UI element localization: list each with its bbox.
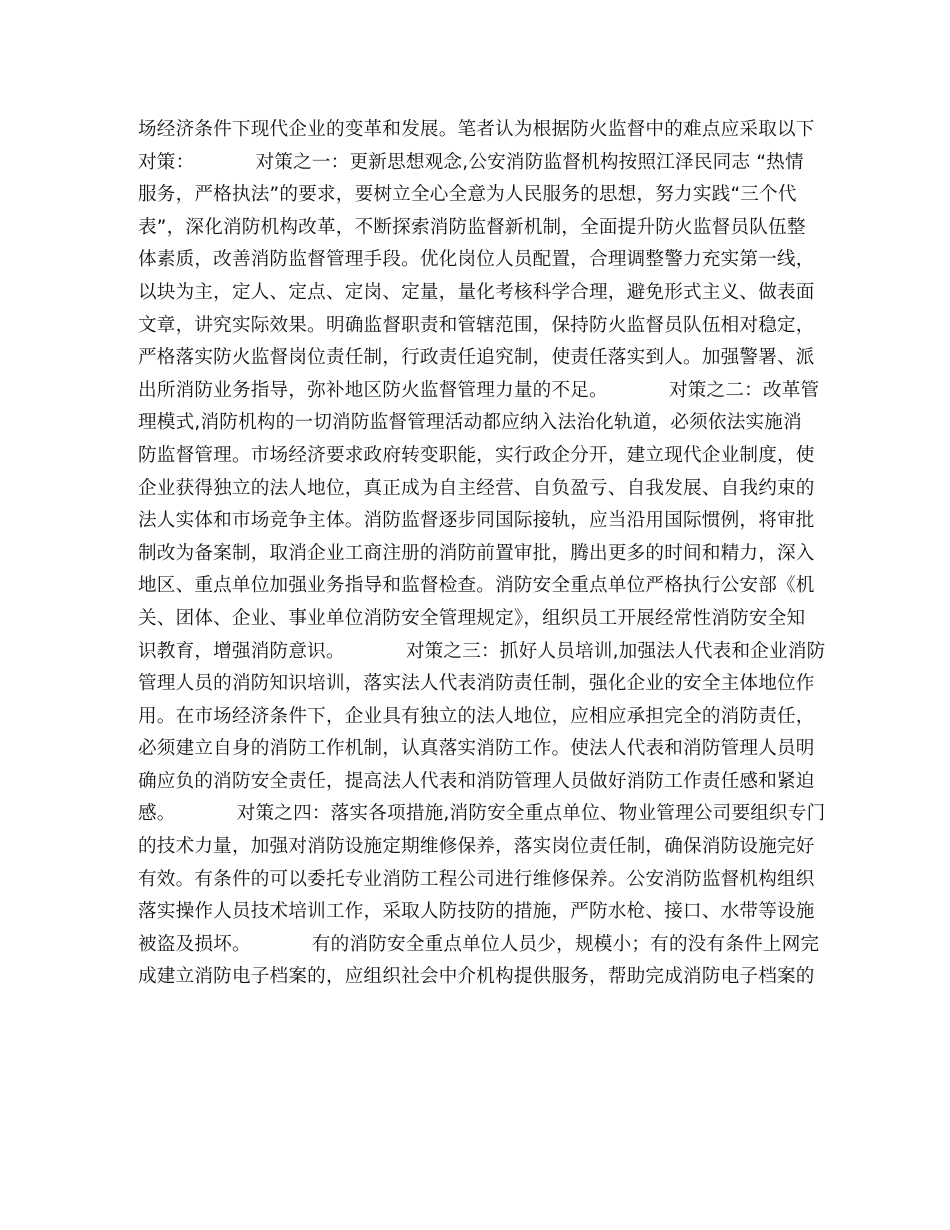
text-line: 企业获得独立的法人地位，真正成为自主经营、自负盈亏、自我发展、自我约束的: [138, 477, 815, 499]
text-line: 必须建立自身的消防工作机制，认真落实消防工作。使法人代表和消防管理人员明: [138, 738, 815, 760]
text-line: 制改为备案制，取消企业工商注册的消防前置审批，腾出更多的时间和精力，深入: [138, 542, 815, 564]
body-text: [138, 114, 826, 994]
text-line: 服务，严格执法”的要求，要树立全心全意为人民服务的思想，努力实践“三个代: [138, 184, 797, 206]
text-line: 体素质，改善消防监督管理手段。优化岗位人员配置，合理调整警力充实第一线，: [138, 249, 815, 271]
text-line: 法人实体和市场竞争主体。消防监督逐步同国际接轨，应当沿用国际惯例，将审批: [138, 510, 815, 532]
text-line: 防监督管理。市场经济要求政府转变职能，实行政企分开，建立现代企业制度，使: [138, 444, 815, 466]
text-line: 的技术力量，加强对消防设施定期维修保养，落实岗位责任制，确保消防设施完好: [138, 836, 815, 858]
text-line: 管理人员的消防知识培训，落实法人代表消防责任制，强化企业的安全主体地位作: [138, 673, 815, 695]
text-line: 表”，深化消防机构改革，不断探索消防监督新机制，全面提升防火监督员队伍整: [138, 216, 806, 238]
text-line: 以块为主，定人、定点、定岗、定量，量化考核科学合理，避免形式主义、做表面: [138, 281, 815, 303]
text-line: 被盗及损坏。 有的消防安全重点单位人员少，规模小；有的没有条件上网完: [138, 933, 820, 955]
text-line: 有效。有条件的可以委托专业消防工程公司进行维修保养。公安消防监督机构组织: [138, 868, 815, 890]
text-line: 落实操作人员技术培训工作，采取人防技防的措施，严防水枪、接口、水带等设施: [138, 901, 815, 923]
text-line: 地区、重点单位加强业务指导和监督检查。消防安全重点单位严格执行公安部《机: [138, 575, 815, 597]
text-line: 确应负的消防安全责任，提高法人代表和消防管理人员做好消防工作责任感和紧迫: [138, 770, 815, 792]
text-line: 严格落实防火监督岗位责任制，行政责任追究制，使责任落实到人。加强警署、派: [138, 347, 815, 369]
text-line: 感。 对策之四：落实各项措施,消防安全重点单位、物业管理公司要组织专门: [138, 803, 826, 825]
text-line: 对策： 对策之一：更新思想观念,公安消防监督机构按照江泽民同志 “热情: [138, 151, 804, 173]
text-line: 识教育，增强消防意识。 对策之三：抓好人员培训,加强法人代表和企业消防: [138, 640, 826, 662]
text-line: 场经济条件下现代企业的变革和发展。笔者认为根据防火监督中的难点应采取以下: [138, 119, 815, 140]
text-line: 用。在市场经济条件下，企业具有独立的法人地位，应相应承担完全的消防责任，: [138, 705, 815, 727]
text-line: 理模式,消防机构的一切消防监督管理活动都应纳入法治化轨道，必须依法实施消: [138, 412, 802, 434]
text-line: 文章，讲究实际效果。明确监督职责和管辖范围，保持防火监督员队伍相对稳定，: [138, 314, 815, 336]
text-line: 出所消防业务指导，弥补地区防火监督管理力量的不足。 对策之二：改革管: [138, 379, 820, 401]
text-line: 关、团体、企业、事业单位消防安全管理规定》，组织员工开展经常性消防安全知: [138, 607, 806, 629]
text-line: 成建立消防电子档案的，应组织社会中介机构提供服务，帮助完成消防电子档案的: [138, 966, 815, 988]
